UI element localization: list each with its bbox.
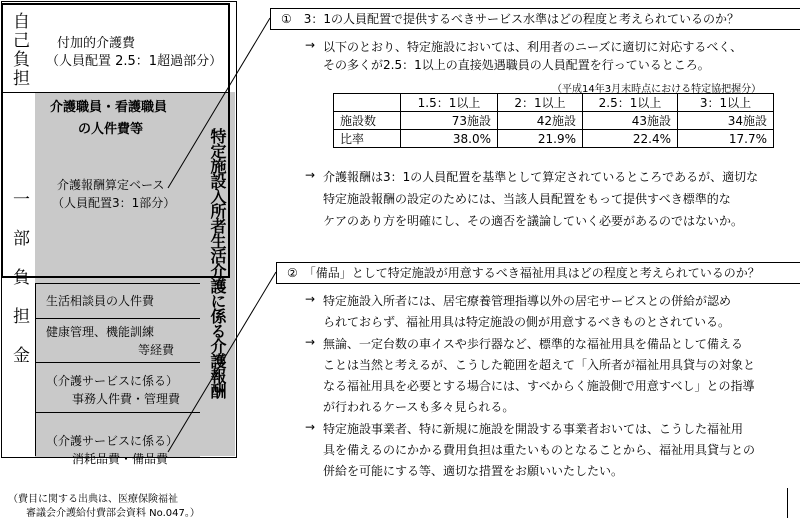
table-cell: 73施設 bbox=[401, 112, 498, 130]
table-cell: 22.4% bbox=[583, 130, 678, 148]
arrow-icon: → bbox=[305, 168, 316, 182]
table-cell: 38.0% bbox=[401, 130, 498, 148]
question-2-p2-line3: なる福祉用具を必要とする場合には、すべからく施設側で用意すべし」との指導 bbox=[323, 379, 755, 393]
question-1-p2-line1: 介護報酬は3：1の人員配置を基準として算定されているところであるが、適切な bbox=[323, 170, 759, 184]
table-header-cell: 2.5：1以上 bbox=[583, 94, 678, 112]
facility-ratio-table bbox=[333, 93, 774, 148]
base-line1: 介護報酬算定ベース bbox=[57, 178, 165, 192]
question-2-p3-line3: 併給を可能にする等、適切な措置をお願いいたしたい。 bbox=[323, 464, 624, 478]
arrow-icon: → bbox=[305, 335, 316, 349]
connector-line-q1 bbox=[168, 18, 270, 188]
cost-cell-2-line2: 等経費 bbox=[138, 343, 175, 357]
cost-cell-4-line2: 消耗品費・備品費 bbox=[72, 452, 169, 466]
source-note-line1: （費目に関する出典は、医療保険福祉 bbox=[8, 494, 178, 505]
table-header-row bbox=[334, 94, 774, 112]
question-2-p3-line1: 特定施設事業者、特に新規に施設を開設する事業者おいては、こうした福祉用 bbox=[323, 422, 744, 436]
self-pay-item-line2: （人員配置 2.5：1超過部分） bbox=[46, 54, 223, 69]
question-1-p1-line2: その多くが2.5：1以上の直接処遇職員の人員配置を行っているところ。 bbox=[323, 58, 710, 72]
table-cell: 34施設 bbox=[678, 112, 774, 130]
connector-line-q2 bbox=[168, 272, 276, 452]
table-cell: 43施設 bbox=[583, 112, 678, 130]
partial-pay-label: 一部負担金 bbox=[9, 190, 29, 385]
cost-cell-2-line1: 健康管理、機能訓練 bbox=[46, 325, 155, 339]
question-1-p2-line2: 特定施設報酬の設定のためには、当該人員配置をもって提供すべき標準的な bbox=[323, 192, 731, 206]
question-1-heading: ① 3：1の人員配置で提供するべきサービス水準はどの程度と考えられているのか？ bbox=[270, 8, 800, 30]
question-2-p2-line1: 無論、一定台数の車イスや歩行器など、標準的な福祉用具を備品として備える bbox=[323, 337, 743, 351]
self-pay-label: 自己負担 bbox=[9, 12, 29, 88]
table-cell: 比率 bbox=[334, 130, 401, 148]
question-2-p2-line4: が行われるケースも多々見られる。 bbox=[323, 400, 515, 414]
question-1-p2-line3: ケアのあり方を明確にし、その適否を議論していく必要があるのではないか。 bbox=[323, 214, 744, 228]
table-row bbox=[334, 112, 774, 130]
table-header-cell: 3：1以上 bbox=[678, 94, 774, 112]
table-row bbox=[334, 130, 774, 148]
arrow-icon: → bbox=[305, 292, 316, 306]
table-header-cell bbox=[334, 94, 401, 112]
cost-cell-4-line1: （介護サービスに係る） bbox=[46, 434, 179, 448]
table-cell: 17.7% bbox=[678, 130, 774, 148]
table-cell: 21.9% bbox=[498, 130, 583, 148]
vertical-label: 特定施設入所者生活介護に係る介護報酬 bbox=[208, 128, 227, 398]
question-2-p1-line2: られておらず、福祉用具は特定施設の側が用意するべきものとされている。 bbox=[323, 315, 731, 329]
base-line2: （人員配置3：1部分） bbox=[52, 196, 176, 210]
question-2-p3-line2: 具を備えるのにかかる費用負担は重たいものとなることから、福祉用具貸与との bbox=[323, 443, 756, 457]
staff-cost-line2: の人件費等 bbox=[78, 122, 144, 137]
table-header-cell: 1.5：1以上 bbox=[401, 94, 498, 112]
question-2-p1-line1: 特定施設入所者には、居宅療養管理指導以外の居宅サービスとの併給が認め bbox=[323, 294, 732, 308]
cost-cell-3-line1: （介護サービスに係る） bbox=[46, 374, 179, 388]
arrow-icon: → bbox=[305, 420, 316, 434]
staff-cost-line1: 介護職員・看護職員 bbox=[50, 100, 168, 115]
question-1-p1-line1: 以下のとおり、特定施設においては、利用者のニーズに適切に対応するべく、 bbox=[323, 40, 743, 54]
cost-cell-3-line2: 事務人件費・管理費 bbox=[72, 392, 181, 406]
table-header-cell: 2：1以上 bbox=[498, 94, 583, 112]
table-cell: 42施設 bbox=[498, 112, 583, 130]
table-caption: （平成14年3月末時点における特定協把握分） bbox=[552, 84, 762, 95]
page-edge-mark bbox=[787, 488, 788, 518]
question-2-heading: ② 「備品」として特定施設が用意するべき福祉用具はどの程度と考えられているのか？ bbox=[276, 262, 800, 284]
question-2-p2-line2: ことは当然と考えるが、こうした範囲を超えて「入所者が福祉用具貸与の対象と bbox=[323, 358, 756, 372]
arrow-icon: → bbox=[305, 38, 316, 52]
cost-cell-1-line1: 生活相談員の人件費 bbox=[46, 294, 155, 308]
table-cell: 施設数 bbox=[334, 112, 401, 130]
self-pay-item-line1: 付加的介護費 bbox=[57, 36, 136, 51]
source-note-line2: 審議会介護給付費部会資料 No.047。） bbox=[26, 508, 200, 519]
